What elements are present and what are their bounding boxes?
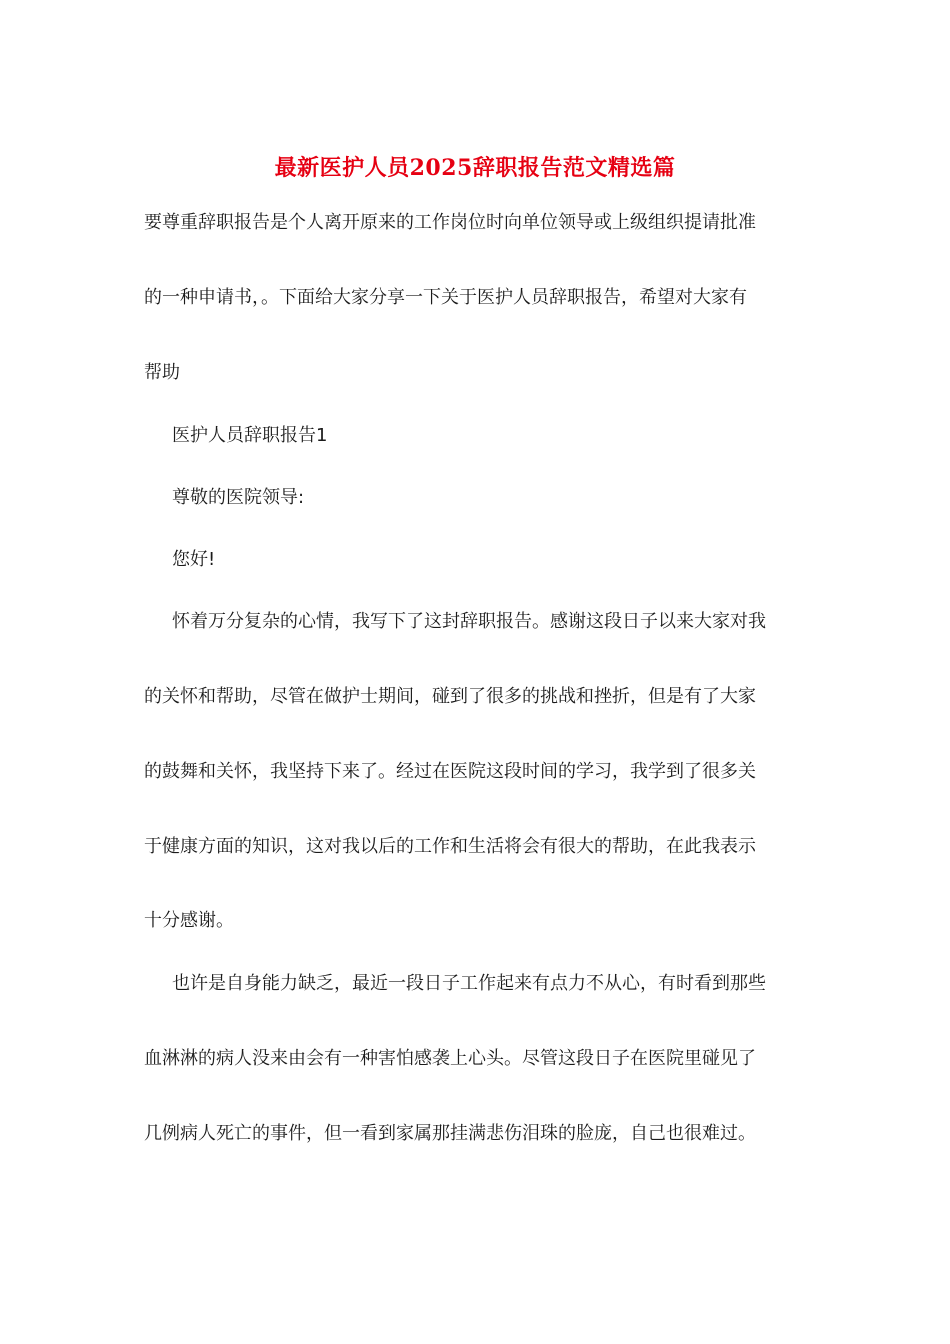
greeting: 您好! xyxy=(172,549,216,570)
paragraph-1-line-2: 的关怀和帮助，尽管在做护士期间，碰到了很多的挑战和挫折，但是有了大家 xyxy=(144,686,756,707)
paragraph-2-line-2: 血淋淋的病人没来由会有一种害怕感袭上心头。尽管这段日子在医院里碰见了 xyxy=(144,1048,756,1069)
paragraph-2-line-1: 也许是自身能力缺乏，最近一段日子工作起来有点力不从心，有时看到那些 xyxy=(172,973,766,994)
paragraph-1-line-1: 怀着万分复杂的心情，我写下了这封辞职报告。感谢这段日子以来大家对我 xyxy=(172,611,766,632)
salutation: 尊敬的医院领导: xyxy=(172,487,305,508)
section-heading: 医护人员辞职报告1 xyxy=(172,425,328,446)
intro-line-1: 要尊重辞职报告是个人离开原来的工作岗位时向单位领导或上级组织提请批准 xyxy=(144,212,756,233)
intro-line-3: 帮助 xyxy=(144,362,180,383)
paragraph-1-line-4: 于健康方面的知识，这对我以后的工作和生活将会有很大的帮助，在此我表示 xyxy=(144,836,756,857)
paragraph-1-line-3: 的鼓舞和关怀，我坚持下来了。经过在医院这段时间的学习，我学到了很多关 xyxy=(144,761,756,782)
paragraph-1-line-5: 十分感谢。 xyxy=(144,910,234,931)
document-title: 最新医护人员2025辞职报告范文精选篇 xyxy=(274,155,676,181)
paragraph-2-line-3: 几例病人死亡的事件，但一看到家属那挂满悲伤泪珠的脸庞，自己也很难过。 xyxy=(144,1123,756,1144)
intro-line-2: 的一种申请书，。下面给大家分享一下关于医护人员辞职报告，希望对大家有 xyxy=(144,287,747,308)
